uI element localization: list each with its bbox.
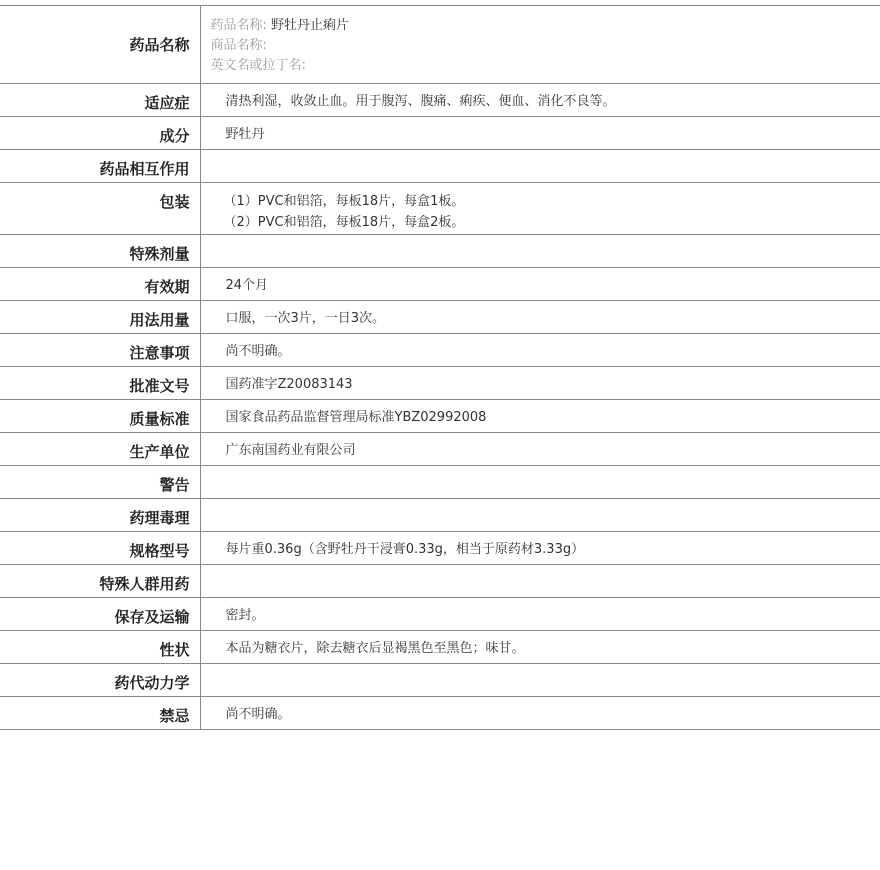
row-label: 注意事项	[0, 334, 200, 367]
row-label: 批准文号	[0, 367, 200, 400]
table-row-specification	[0, 532, 880, 565]
row-label: 警告	[0, 466, 200, 499]
row-label: 性状	[0, 631, 200, 664]
trade-name-label: 商品名称:	[210, 38, 267, 53]
table-row-ingredients	[0, 117, 880, 150]
row-label: 特殊人群用药	[0, 565, 200, 598]
row-value: 国药准字Z20083143	[200, 367, 880, 400]
packaging-line: （1）PVC和铝箔，每板18片，每盒1板。	[223, 194, 465, 209]
english-name-line	[211, 56, 880, 76]
row-value: 野牡丹	[200, 117, 880, 150]
table-row-manufacturer	[0, 433, 880, 466]
row-value: 密封。	[200, 598, 880, 631]
table-row-drug-name	[0, 6, 880, 84]
row-value: 清热利湿，收敛止血。用于腹泻、腹痛、痢疾、便血、消化不良等。	[200, 84, 880, 117]
generic-name-value: 野牡丹止痢片	[271, 18, 350, 33]
generic-name-line	[211, 16, 880, 36]
table-row-interactions	[0, 150, 880, 183]
row-value	[200, 150, 880, 183]
table-row-warning	[0, 466, 880, 499]
row-label: 禁忌	[0, 697, 200, 730]
table-row-packaging	[0, 183, 880, 235]
row-value: 口服，一次3片，一日3次。	[200, 301, 880, 334]
table-row-pharmacology	[0, 499, 880, 532]
table-row-special-populations	[0, 565, 880, 598]
row-label: 保存及运输	[0, 598, 200, 631]
drug-info-table	[0, 5, 880, 730]
table-row-shelf-life	[0, 268, 880, 301]
packaging-line: （2）PVC和铝箔，每板18片，每盒2板。	[223, 215, 465, 230]
row-label: 特殊剂量	[0, 235, 200, 268]
row-label: 适应症	[0, 84, 200, 117]
table-row-special-dosage	[0, 235, 880, 268]
row-label: 质量标准	[0, 400, 200, 433]
row-value	[200, 565, 880, 598]
table-row-description	[0, 631, 880, 664]
row-label: 成分	[0, 117, 200, 150]
row-value: 每片重0.36g（含野牡丹干浸膏0.33g，相当于原药材3.33g）	[200, 532, 880, 565]
row-value	[200, 499, 880, 532]
table-row-approval-number	[0, 367, 880, 400]
table-row-quality-standard	[0, 400, 880, 433]
row-value: 本品为糖衣片，除去糖衣后显褐黑色至黑色；味甘。	[200, 631, 880, 664]
english-name-label: 英文名或拉丁名:	[210, 58, 306, 73]
row-value: 广东南国药业有限公司	[200, 433, 880, 466]
generic-name-label: 药品名称:	[210, 18, 267, 33]
drug-name-cell	[200, 6, 880, 84]
row-label: 有效期	[0, 268, 200, 301]
row-label: 用法用量	[0, 301, 200, 334]
row-label: 药代动力学	[0, 664, 200, 697]
table-row-indications	[0, 84, 880, 117]
row-label: 药品名称	[0, 6, 200, 84]
drug-info-sheet	[0, 5, 880, 730]
packaging-cell	[200, 183, 880, 235]
trade-name-line	[211, 36, 880, 56]
row-value: 尚不明确。	[200, 697, 880, 730]
row-value: 国家食品药品监督管理局标准YBZ02992008	[200, 400, 880, 433]
table-row-precautions	[0, 334, 880, 367]
row-label: 规格型号	[0, 532, 200, 565]
row-value	[200, 466, 880, 499]
row-value	[200, 235, 880, 268]
row-label: 药品相互作用	[0, 150, 200, 183]
row-label: 药理毒理	[0, 499, 200, 532]
row-value: 24个月	[200, 268, 880, 301]
row-value: 尚不明确。	[200, 334, 880, 367]
row-value	[200, 664, 880, 697]
table-row-pharmacokinetics	[0, 664, 880, 697]
table-row-contraindications	[0, 697, 880, 730]
table-row-dosage	[0, 301, 880, 334]
table-row-storage	[0, 598, 880, 631]
row-label: 包装	[0, 183, 200, 235]
row-label: 生产单位	[0, 433, 200, 466]
